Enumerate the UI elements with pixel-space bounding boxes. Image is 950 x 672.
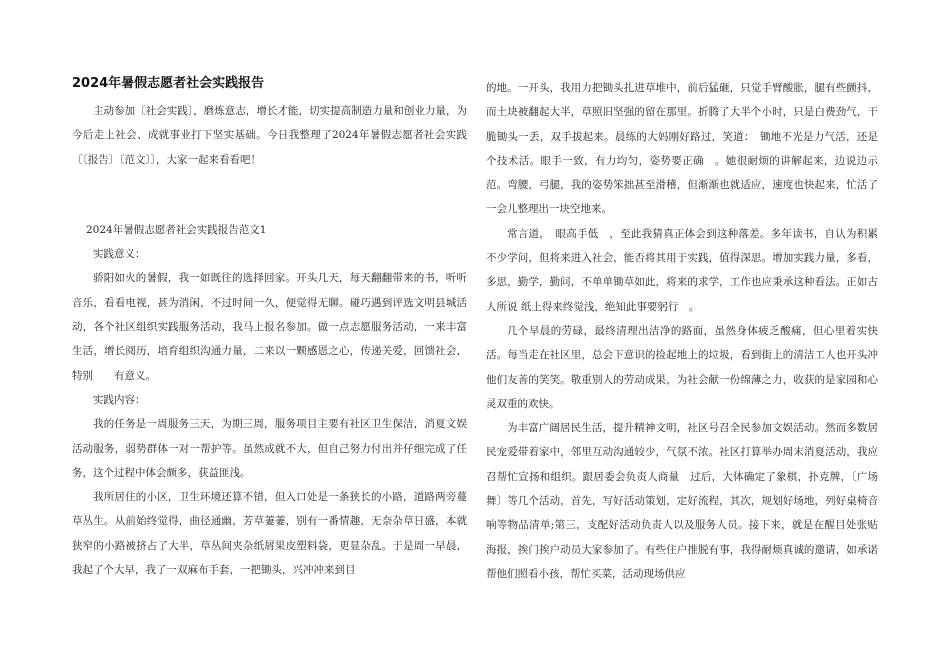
content-paragraph-1: 我的任务是一周服务三天，为期三周，服务项目主要有社区卫生保洁，消夏文娱活动服务，弱势群体一对一帮护等。虽然成就不大，但自己努力付出并仔细完成了任务，这个过程中体会颇多，获益匪浅。	[72, 418, 467, 479]
meaning-heading: 实践意义：	[93, 248, 146, 261]
document-title: 2024年暑假志愿者社会实践报告	[72, 76, 265, 91]
reflection-paragraph: 常言道， 眼高手低 ，至此我猜真正体会到这种落差。多年读书，自认为积累不少学问，但将来进入社会，能否将其用于实践，值得深思。增加实践力量，多看，多思，勤学，勤问，不单单锄草如此，将来的求学，工作也应秉承这种看法。正如古人所说 纸上得来终觉浅，绝知此事要躬行 。	[486, 227, 878, 313]
section-spacer	[72, 172, 467, 218]
content-paragraph-2-continued: 的地。一开头，我用力把锄头扎进草堆中，前后猛砸，只觉手臂酸胀，腿有些颤抖，而土块被翻起大半，草照旧坚强的留在那里。折腾了大半个小时，只是白费劲气，干脆锄头一丢，双手拔起来。晨练的大妈刚好路过，笑道： 锄地不光是力气活，还是个技术活。眼手一致，有力均匀，姿势要正确 。她很耐烦的讲解起来，边说边示范。弯腰，弓腿，我的姿势笨拙甚至滑稽，但渐渐也就适应，速度也快起来，忙活了一会儿整理出一块空地来。	[486, 82, 878, 216]
right-column	[486, 76, 878, 586]
content-heading: 实践内容：	[93, 393, 146, 406]
left-column	[72, 75, 467, 582]
content-paragraph-2-start: 我所居住的小区，卫生环境还算不错，但入口处是一条狭长的小路，道路两旁蔓草丛生。从前始终觉得，曲径通幽，芳草萋萋，别有一番情趣，无奈杂草日盛，本就狭窄的小路被挤占了大半，草丛间夹杂纸屑果皮塑料袋，更显杂乱。于是周一早晨，我起了个大早，我了一双麻布手套，一把锄头，兴冲冲来到目	[72, 491, 467, 577]
meaning-paragraph: 骄阳如火的暑假，我一如既往的选择回家。开头几天，每天翻翻带来的书，听听音乐，看看电视，甚为消闲，不过时间一久，便觉得无聊。碰巧遇到评选文明县城活动，各个社区组织实践服务活动，我马上报名参加。做一点志愿服务活动，一来丰富生活，增长阅历，培育组织沟通力量，二来以一颗感恩之心，传递关爱，回馈社会，特别 有意义。	[72, 272, 467, 382]
section-title: 2024年暑假志愿者社会实践报告范文1	[86, 223, 267, 236]
cleanup-result-paragraph: 几个早晨的劳碌，最终清理出洁净的路面，虽然身体疲乏酸痛，但心里着实快活。每当走在社区里，总会下意识的捡起地上的垃圾，看到街上的清洁工人也开头冲他们友善的笑笑。敬重别人的劳动成果，为社会献一份绵薄之力，收获的是家园和心灵双重的欢快。	[486, 324, 878, 410]
activity-paragraph: 为丰富广阔居民生活，提升精神文明，社区号召全民参加文娱活动。然而多数居民宠爱带着家中，邻里互动沟通较少，气氛不浓。社区打算举办周末消夏活动，我应召帮忙宣扬和组织。跟居委会负责人商量 过后，大体确定了象棋，扑克牌，〔广场舞〕等几个活动，首先，写好活动策划，定好流程，其次，规划好场地，列好桌椅音响等物品清单;第三，支配好活动负责人以及服务人员。接下来，就是在醒目处张贴海报，挨门挨户动员大家参加了。有些住户推脱有事，我得耐烦真诚的邀请，如承诺帮他们照看小孩，帮忙买菜，活动现场供应	[486, 422, 878, 580]
intro-paragraph: 主动参加〔社会实践〕，磨炼意志，增长才能，切实提高制造力量和创业力量，为今后走上社会、成就事业打下坚实基础。今日我整理了2024年暑假志愿者社会实践〔〔报告〕〔范文〕〕，大家一起来看看吧！	[72, 105, 467, 166]
